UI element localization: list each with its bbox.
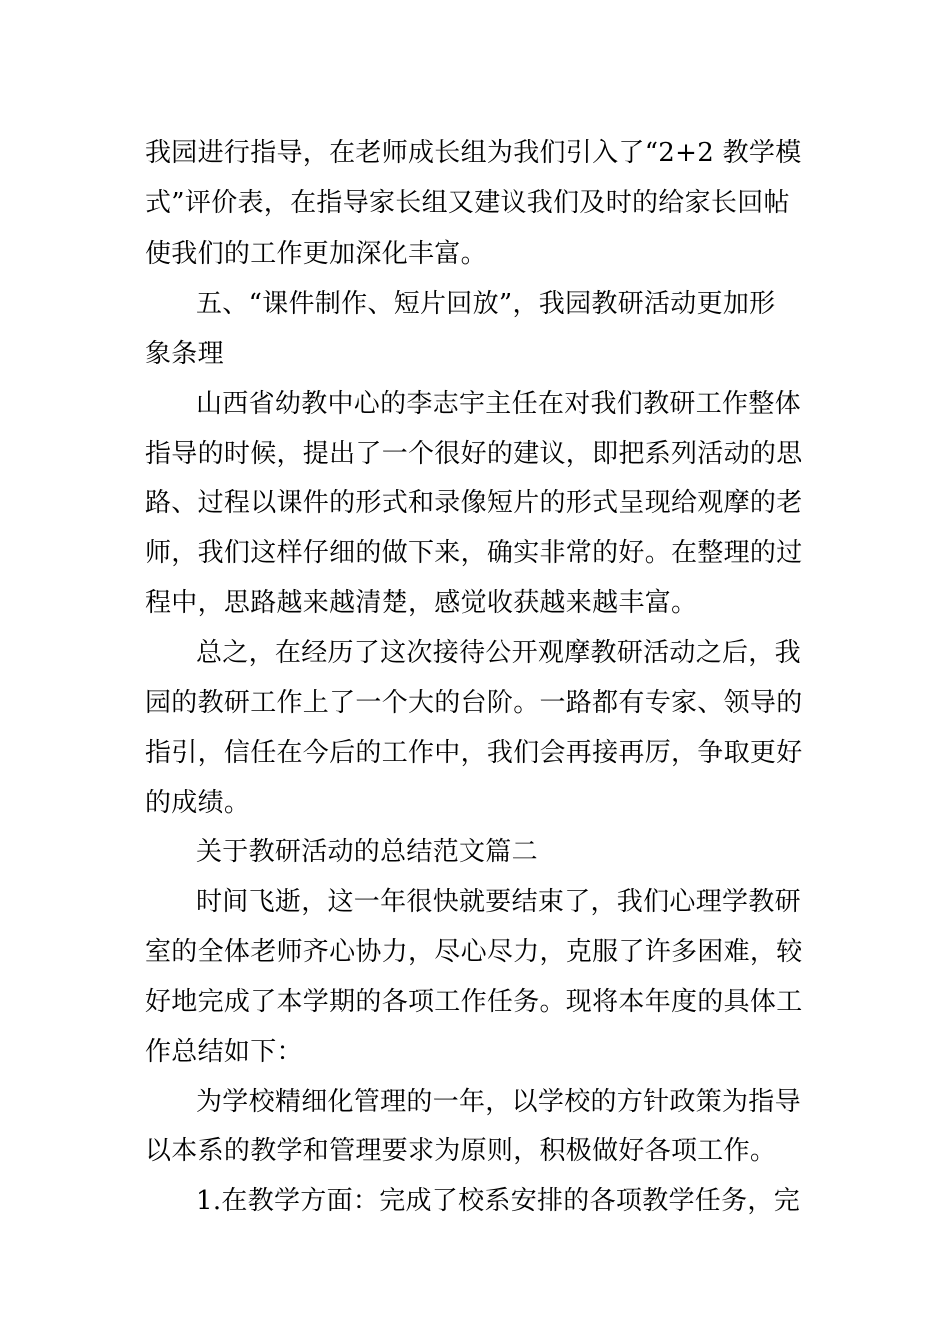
text-line: 指引，信任在今后的工作中，我们会再接再厉，争取更好	[145, 738, 803, 768]
text-line: 指导的时候，提出了一个很好的建议，即把系列活动的思	[145, 439, 803, 469]
text-line: 作总结如下：	[145, 1037, 303, 1067]
text-line: 以本系的教学和管理要求为原则，积极做好各项工作。	[145, 1136, 777, 1166]
text-line: 路、过程以课件的形式和录像短片的形式呈现给观摩的老	[145, 488, 803, 518]
text-line: 好地完成了本学期的各项工作任务。现将本年度的具体工	[145, 987, 803, 1017]
text-line: 室的全体老师齐心协力，尽心尽力，克服了许多困难，较	[145, 937, 803, 967]
text-line: 的成绩。	[145, 788, 251, 818]
section-heading: 关于教研活动的总结范文篇二	[196, 837, 538, 867]
text-line: 山西省幼教中心的李志宇主任在对我们教研工作整体	[196, 389, 801, 419]
text-line: 园的教研工作上了一个大的台阶。一路都有专家、领导的	[145, 688, 803, 718]
text-line: 时间飞逝，这一年很快就要结束了，我们心理学教研	[196, 887, 801, 917]
text-line: 我园进行指导，在老师成长组为我们引入了“2+2 教学模	[145, 138, 802, 168]
text-line: 程中，思路越来越清楚，感觉收获越来越丰富。	[145, 588, 698, 618]
text-line: 师，我们这样仔细的做下来，确实非常的好。在整理的过	[145, 538, 803, 568]
text-line: 总之，在经历了这次接待公开观摩教研活动之后，我	[196, 638, 801, 668]
text-line: 为学校精细化管理的一年，以学校的方针政策为指导	[196, 1087, 801, 1117]
text-line: 式”评价表，在指导家长组又建议我们及时的给家长回帖	[145, 188, 790, 218]
text-line: 1.在教学方面：完成了校系安排的各项教学任务，完	[196, 1186, 801, 1216]
text-line: 象条理	[145, 339, 224, 369]
text-line: 使我们的工作更加深化丰富。	[145, 239, 487, 269]
text-line: 五、“课件制作、短片回放”，我园教研活动更加形	[196, 289, 776, 319]
